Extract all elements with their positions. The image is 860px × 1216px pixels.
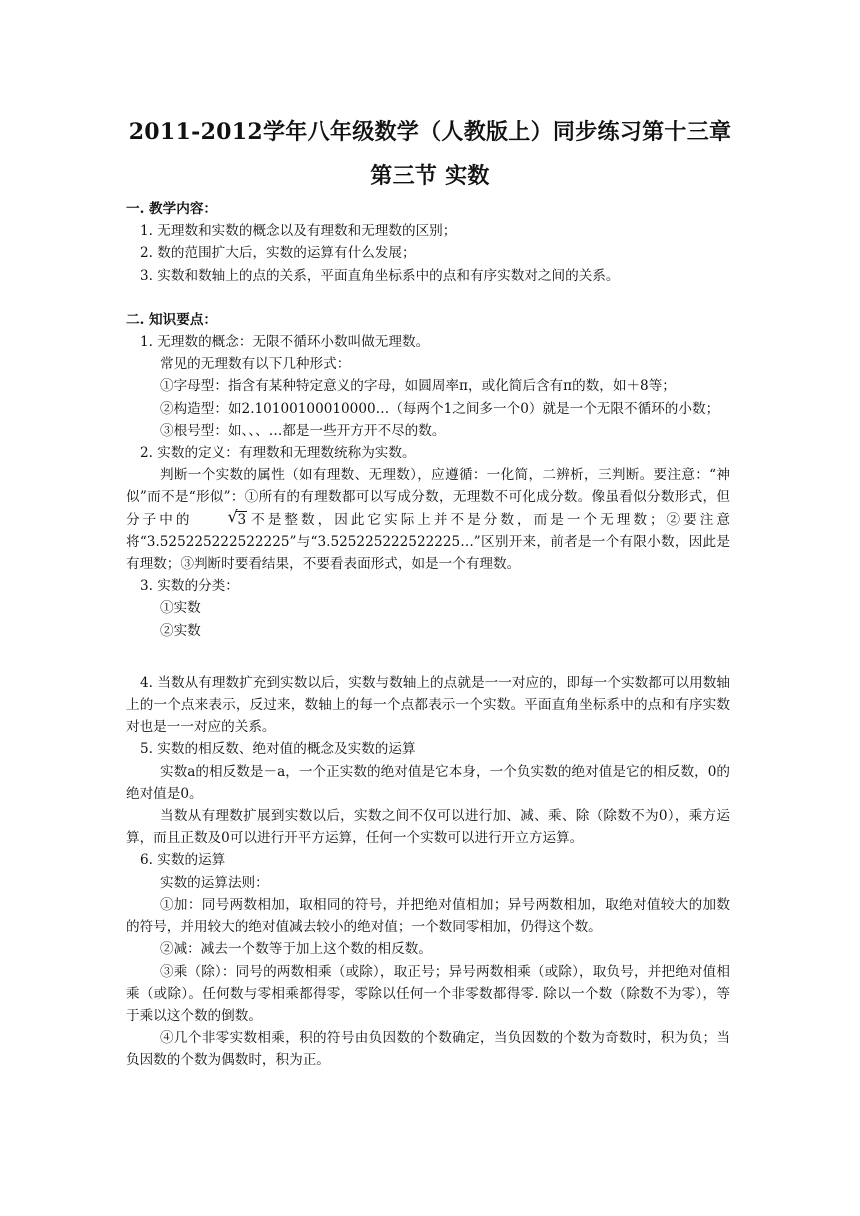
document-subtitle: 第三节 实数 — [370, 163, 490, 189]
key-point-5-operations: 当数从有理数扩展到实数以后，实数之间不仅可以进行加、减、乘、除（除数不为0），乘方运算，而且正数及0可以进行开平方运算，任何一个实数可以进行开立方运算。 — [126, 808, 730, 847]
key-point-2-text-before: 判断一个实数的属性（如有理数、无理数），应遵循：一化简，二辨析，三判断。要注意：“神似”而不是“形似”：①所有的有理数都可以写成分数，无理数不可化成分数。像虽看似分数形式，但分子中的 — [126, 467, 730, 528]
key-point-6-rules: 实数的运算法则： — [160, 874, 269, 891]
radical-sign: √ — [227, 506, 238, 526]
document-body — [126, 198, 730, 1072]
radicand: 3 — [237, 511, 247, 528]
key-point-2-text-after: 不是整数，因此它实际上并不是分数，而是一个无理数；②要注意将“3.525225222522225”与“3.525225222522225…”区别开来，前者是一个有限小数，因此是有理数；③判断时要看结果，不要看表面形式，如是一个有理数。 — [126, 511, 731, 573]
key-point-5: 5. 实数的相反数、绝对值的概念及实数的运算 — [140, 741, 416, 758]
section-heading-key-points: 二. 知识要点： — [126, 311, 218, 328]
key-point-4: 4. 当数从有理数扩充到实数以后，实数与数轴上的点就是一一对应的，即每一个实数都可以用数轴上的一个点来表示，反过来，数轴上的每一个点都表示一个实数。平面直角坐标系中的点和有序实数对也是一一对应的关系。 — [126, 674, 730, 736]
document-title: 2011-2012学年八年级数学（人教版上）同步练习第十三章 — [128, 119, 732, 145]
key-point-1-radical-type: ③根号型：如、、、…都是一些开方开不尽的数。 — [160, 422, 446, 439]
key-point-2-explanation — [126, 464, 730, 575]
rule-subtraction: ②减：减去一个数等于加上这个数的相反数。 — [160, 941, 432, 958]
classification-1: ①实数 — [160, 600, 201, 617]
teaching-content-item: 1. 无理数和实数的概念以及有理数和无理数的区别； — [140, 223, 457, 240]
section-heading-teaching-content: 一. 教学内容： — [126, 201, 218, 217]
key-point-1-letter-type: ①字母型：指含有某种特定意义的字母，如圆周率π，或化简后含有π的数，如＋8等； — [160, 378, 676, 395]
key-point-2: 2. 实数的定义：有理数和无理数统称为实数。 — [140, 445, 416, 462]
key-point-1-construct-type: ②构造型：如2.10100100010000…（每两个1之间多一个0）就是一个无限不循环的小数； — [160, 400, 720, 417]
key-point-3: 3. 实数的分类： — [140, 578, 239, 595]
spacer — [126, 287, 730, 309]
key-point-1-intro: 常见的无理数有以下几种形式： — [160, 356, 351, 373]
teaching-content-item: 3. 实数和数轴上的点的关系，平面直角坐标系中的点和有序实数对之间的关系。 — [140, 267, 620, 284]
teaching-content-item: 2. 数的范围扩大后，实数的运算有什么发展； — [140, 245, 416, 262]
key-point-5-opposite-abs: 实数a的相反数是－a，一个正实数的绝对值是它本身，一个负实数的绝对值是它的相反数，0的绝对值是0。 — [126, 763, 730, 802]
spacer — [126, 642, 730, 672]
sqrt-three-expression — [193, 506, 247, 531]
rule-addition: ①加：同号两数相加，取相同的符号，并把绝对值相加；异号两数相加，取绝对值较大的加数的符号，并用较大的绝对值减去较小的绝对值；一个数同零相加，仍得这个数。 — [126, 896, 730, 936]
rule-product-sign: ④几个非零实数相乘，积的符号由负因数的个数确定，当负因数的个数为奇数时，积为负；当负因数的个数为偶数时，积为正。 — [126, 1030, 730, 1069]
rule-multiplication-division: ③乘（除）：同号的两数相乘（或除），取正号；异号两数相乘（或除），取负号，并把绝对值相乘（或除）。任何数与零相乘都得零，零除以任何一个非零数都得零. 除以一个数（除数不为零），等于乘以这个数的倒数。 — [126, 963, 730, 1024]
classification-2: ②实数 — [160, 622, 201, 639]
key-point-1: 1. 无理数的概念：无限不循环小数叫做无理数。 — [140, 334, 430, 351]
key-point-6: 6. 实数的运算 — [140, 852, 226, 869]
